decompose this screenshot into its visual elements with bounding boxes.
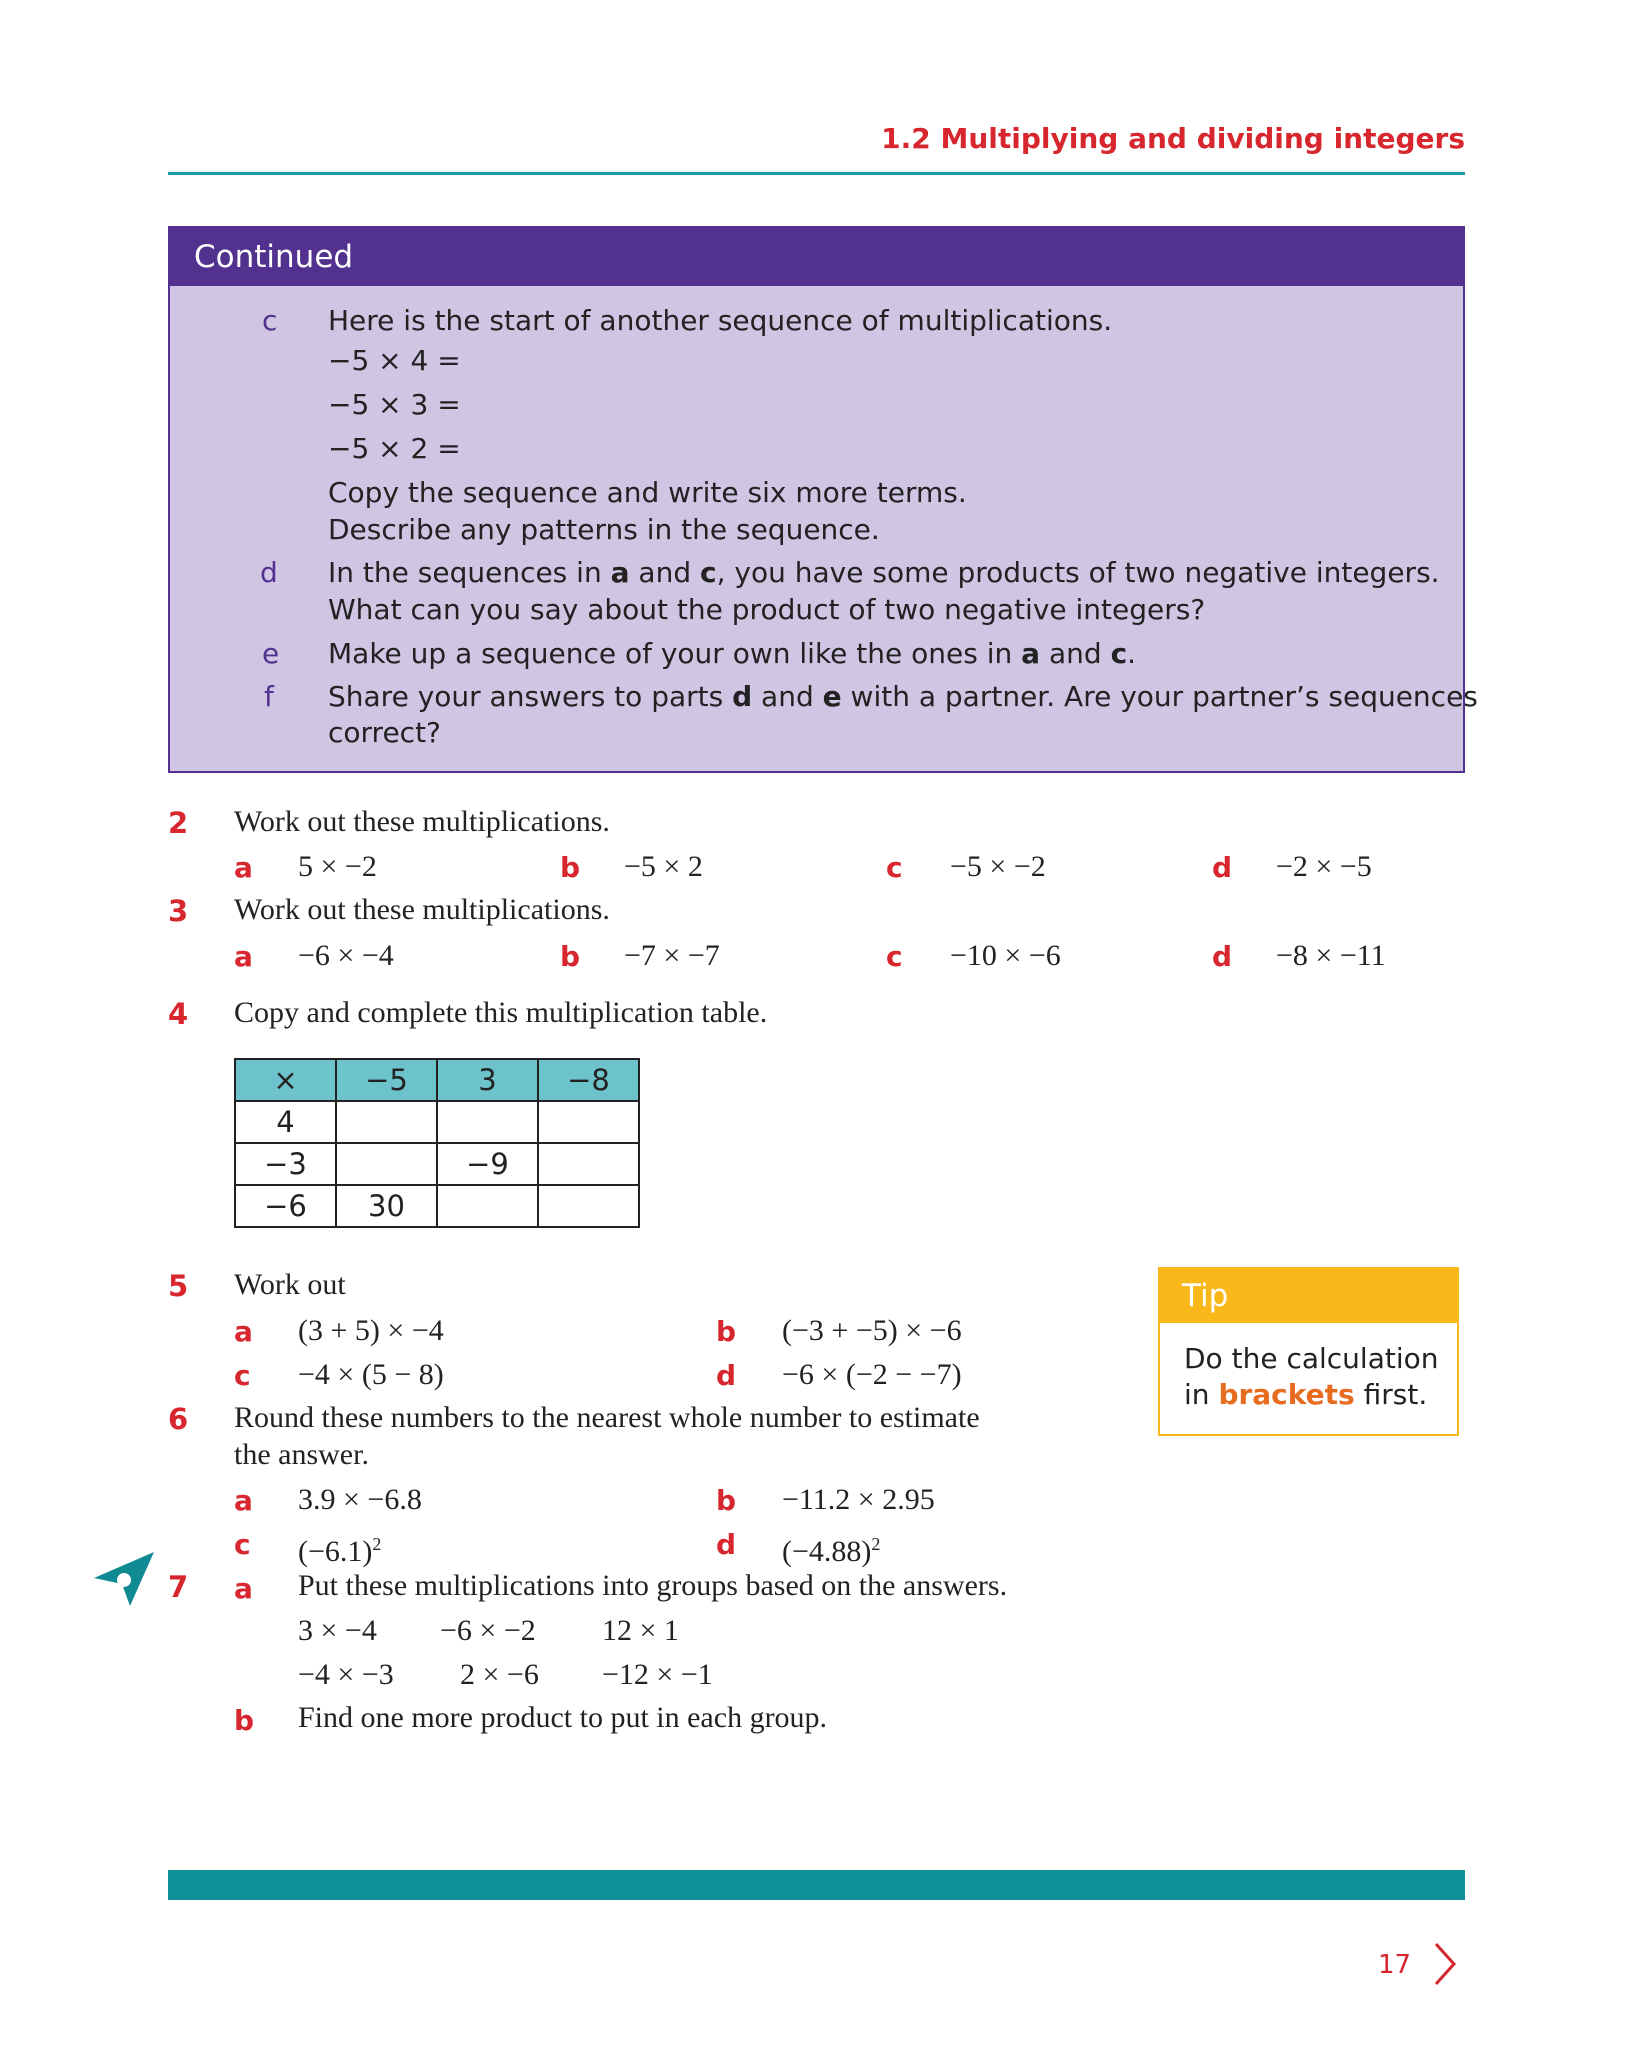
table-header-cell: −8 bbox=[538, 1059, 639, 1101]
q5-expr-c: −4 × (5 − 8) bbox=[298, 1358, 444, 1391]
q3-expr-d: −8 × −11 bbox=[1276, 939, 1386, 972]
q6-expr-b: −11.2 × 2.95 bbox=[782, 1483, 935, 1516]
q7b-text: Find one more product to put in each group. bbox=[298, 1701, 828, 1734]
sequence-line-1: −5 × 4 = bbox=[328, 344, 461, 377]
q3-expr-c: −10 × −6 bbox=[950, 939, 1061, 972]
footer-bar bbox=[168, 1870, 1465, 1900]
question-number-4: 4 bbox=[168, 997, 189, 1031]
q7-product: −12 × −1 bbox=[602, 1658, 713, 1691]
question-5-text: Work out bbox=[234, 1268, 346, 1301]
question-number-3: 3 bbox=[168, 894, 189, 928]
table-cell bbox=[437, 1101, 538, 1143]
part-e-text: Make up a sequence of your own like the ones in a and c. bbox=[328, 637, 1137, 670]
q5-expr-b: (−3 + −5) × −6 bbox=[782, 1314, 962, 1347]
table-cell: −6 bbox=[235, 1185, 336, 1227]
table-row bbox=[235, 1185, 639, 1227]
part-letter-e: e bbox=[262, 637, 280, 670]
table-header-cell: 3 bbox=[437, 1059, 538, 1101]
page-number: 17 bbox=[1378, 1950, 1412, 1980]
question-number-2: 2 bbox=[168, 806, 189, 840]
tip-box bbox=[1158, 1267, 1459, 1436]
question-number-5: 5 bbox=[168, 1269, 189, 1303]
q5-label-a: a bbox=[234, 1315, 253, 1348]
tip-text: Do the calculation in brackets first. bbox=[1184, 1342, 1439, 1411]
q6-label-d: d bbox=[716, 1528, 737, 1561]
q2-expr-d: −2 × −5 bbox=[1276, 850, 1372, 883]
part-letter-d: d bbox=[260, 556, 278, 589]
table-header-row bbox=[235, 1059, 639, 1101]
table-cell bbox=[336, 1143, 437, 1185]
q5-expr-d: −6 × (−2 − −7) bbox=[782, 1358, 962, 1391]
q7-product: 3 × −4 bbox=[298, 1614, 377, 1647]
table-cell: 4 bbox=[235, 1101, 336, 1143]
q2-label-b: b bbox=[560, 851, 581, 884]
table-cell bbox=[538, 1143, 639, 1185]
q3-expr-a: −6 × −4 bbox=[298, 939, 394, 972]
continued-box bbox=[168, 226, 1478, 773]
sequence-line-2: −5 × 3 = bbox=[328, 388, 461, 421]
part-c-describe: Describe any patterns in the sequence. bbox=[328, 513, 880, 546]
table-header-cell: × bbox=[235, 1059, 336, 1101]
q7-product: −6 × −2 bbox=[440, 1614, 536, 1647]
q3-label-a: a bbox=[234, 940, 253, 973]
question-2-text: Work out these multiplications. bbox=[234, 805, 610, 838]
q3-label-d: d bbox=[1212, 940, 1233, 973]
q5-label-d: d bbox=[716, 1359, 737, 1392]
question-3-text: Work out these multiplications. bbox=[234, 893, 610, 926]
q2-label-c: c bbox=[886, 851, 903, 884]
chevron-right-icon[interactable] bbox=[1432, 1940, 1460, 1988]
q3-expr-b: −7 × −7 bbox=[624, 939, 720, 972]
part-d-line-1: In the sequences in a and c, you have some products of two negative integers. bbox=[328, 556, 1440, 589]
table-cell bbox=[538, 1185, 639, 1227]
q2-label-d: d bbox=[1212, 851, 1233, 884]
q7-product: −4 × −3 bbox=[298, 1658, 394, 1691]
q2-expr-b: −5 × 2 bbox=[624, 850, 703, 883]
q5-label-b: b bbox=[716, 1315, 737, 1348]
question-4-text: Copy and complete this multiplication table. bbox=[234, 996, 768, 1029]
q6-label-c: c bbox=[234, 1528, 251, 1561]
section-title: 1.2 Multiplying and dividing integers bbox=[881, 122, 1465, 155]
q7-label-b: b bbox=[234, 1704, 255, 1737]
multiplication-table bbox=[234, 1058, 640, 1228]
q7-label-a: a bbox=[234, 1572, 253, 1605]
continued-heading: Continued bbox=[170, 228, 1463, 286]
q7-product: 12 × 1 bbox=[602, 1614, 679, 1647]
header-rule bbox=[168, 172, 1465, 175]
thinking-skills-star-icon bbox=[92, 1550, 156, 1608]
q6-label-a: a bbox=[234, 1484, 253, 1517]
part-letter-f: f bbox=[264, 680, 274, 713]
table-cell: 30 bbox=[336, 1185, 437, 1227]
part-letter-c: c bbox=[262, 304, 278, 337]
q6-expr-d: $(-4.88)^2$ bbox=[782, 1534, 881, 1568]
table-cell: −9 bbox=[437, 1143, 538, 1185]
table-row bbox=[235, 1101, 639, 1143]
part-f-line-1: Share your answers to parts d and e with a partner. Are your partner’s sequences bbox=[328, 680, 1478, 713]
q2-expr-c: −5 × −2 bbox=[950, 850, 1046, 883]
part-d-line-2: What can you say about the product of two negative integers? bbox=[328, 593, 1206, 626]
q5-label-c: c bbox=[234, 1359, 251, 1392]
q3-label-c: c bbox=[886, 940, 903, 973]
table-row bbox=[235, 1143, 639, 1185]
question-number-7: 7 bbox=[168, 1570, 189, 1604]
table-cell bbox=[538, 1101, 639, 1143]
q6-expr-c: $(-6.1)^2$ bbox=[298, 1534, 382, 1568]
q6-label-b: b bbox=[716, 1484, 737, 1517]
tip-heading: Tip bbox=[1160, 1269, 1457, 1323]
q5-expr-a: (3 + 5) × −4 bbox=[298, 1314, 444, 1347]
sequence-line-3: −5 × 2 = bbox=[328, 432, 461, 465]
question-number-6: 6 bbox=[168, 1402, 189, 1436]
question-6-line-1: Round these numbers to the nearest whole number to estimate bbox=[234, 1401, 980, 1434]
part-f-line-2: correct? bbox=[328, 716, 441, 749]
q2-label-a: a bbox=[234, 851, 253, 884]
question-6-line-2: the answer. bbox=[234, 1438, 369, 1471]
q7a-text: Put these multiplications into groups based on the answers. bbox=[298, 1569, 1008, 1602]
q6-expr-a: 3.9 × −6.8 bbox=[298, 1483, 422, 1516]
table-cell bbox=[336, 1101, 437, 1143]
table-header-cell: −5 bbox=[336, 1059, 437, 1101]
table-cell: −3 bbox=[235, 1143, 336, 1185]
tip-highlight: brackets bbox=[1218, 1378, 1355, 1411]
q7-product: 2 × −6 bbox=[460, 1658, 539, 1691]
table-cell bbox=[437, 1185, 538, 1227]
q3-label-b: b bbox=[560, 940, 581, 973]
part-c-intro: Here is the start of another sequence of multiplications. bbox=[328, 304, 1113, 337]
part-c-copy: Copy the sequence and write six more terms. bbox=[328, 476, 967, 509]
q2-expr-a: 5 × −2 bbox=[298, 850, 377, 883]
